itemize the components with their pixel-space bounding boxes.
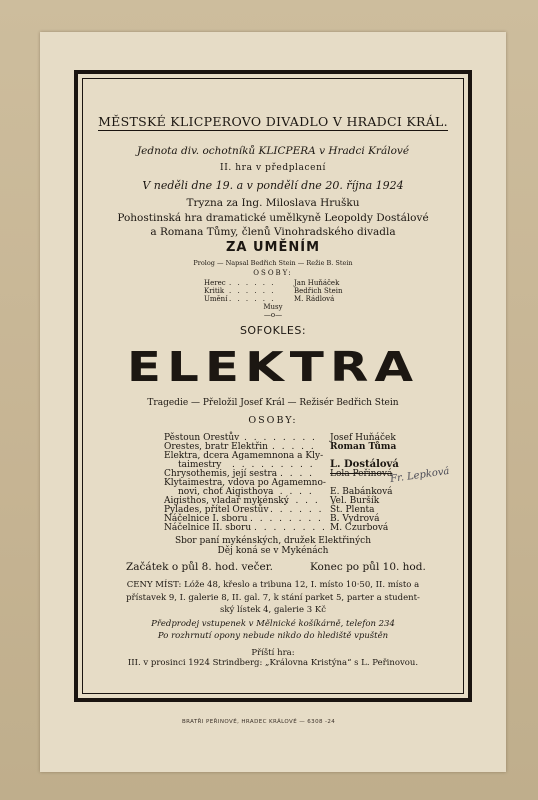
prologue-cast-row: Herec: [204, 279, 226, 287]
presale-notice: Předprodej vstupenek v Mělnické košíkárně, telefon 234: [151, 619, 395, 629]
prologue-cast-row: Kritik: [204, 287, 225, 295]
leader-dots: . . . . . .: [270, 505, 324, 515]
prologue-actor: Jan Huňáček: [294, 279, 340, 287]
cast-actor: Lola Peřinová: [330, 469, 393, 479]
leader-dots: . . . . . . . . .: [232, 460, 315, 470]
leader-dots: . . . . . . . .: [244, 433, 317, 443]
cast-role: Elektra, dcera Agamemnona a Kly-: [164, 451, 324, 461]
leader-dots: . . . . . . . .: [250, 514, 323, 524]
cast-actor: B. Vydrová: [330, 514, 380, 524]
play-osoby: OSOBY:: [248, 415, 298, 426]
pencil-annotation: Fr. Lepková: [389, 465, 451, 486]
prices-line-3: ský lístek 4, galerie 3 Kč: [220, 605, 326, 615]
cast-actor: L. Dostálová: [330, 459, 399, 470]
tribute-line: Tryzna za Ing. Miloslava Hrušku: [186, 197, 360, 209]
cast-role: Aigisthos, vladař mykénský: [164, 496, 289, 506]
cast-actor: E. Babánková: [330, 487, 393, 497]
chorus-line: Sbor paní mykénských, družek Elektřiných: [174, 536, 372, 546]
play-credits: Tragedie — Přeložil Josef Král — Režisér Bedřich Stein: [147, 398, 399, 408]
leader-dots: . . . . . .: [229, 295, 276, 303]
play-author: SOFOKLES:: [239, 324, 307, 337]
end-time: Konec po půl 10. hod.: [310, 561, 426, 573]
curtain-notice: Po rozhrnutí opony nebude nikdo do hlediště vpuštěn: [157, 631, 389, 641]
printer-imprint: BRATŘI PEŘINOVÉ, HRADEC KRÁLOVÉ — 6308 -24: [182, 719, 336, 725]
guest-line-2: a Romana Tůmy, členů Vinohradského divadla: [150, 226, 396, 238]
leader-dots: . . . .: [280, 469, 315, 479]
prices-line-2: přístavek 9, I. galerie 8, II. gal. 7, k stání parket 5, parter a student-: [126, 593, 420, 603]
leader-dots: . . . . .: [276, 496, 320, 506]
leader-dots: . . . . .: [272, 442, 316, 452]
prologue-osoby: OSOBY:: [253, 269, 293, 277]
start-time: Začátek o půl 8. hod. večer.: [126, 561, 273, 573]
society-line: Jednota div. ochotníků KLICPERA v Hradci Králové: [136, 145, 410, 157]
cast-role: taimestry: [178, 460, 222, 470]
prologue-credits: Prolog — Napsal Bedřich Stein — Režie B. Stein: [193, 259, 353, 267]
leader-dots: . . . . .: [270, 487, 314, 497]
prologue-musy: Musy: [263, 303, 283, 311]
prologue-actor: M. Rádlová: [294, 295, 335, 303]
next-play-text: III. v prosinci 1924 Strindberg: „Královna Kristýna“ s L. Peřinovou.: [127, 658, 419, 668]
prologue-cast-row: Umění: [204, 295, 228, 303]
setting-line: Děj koná se v Mykénách: [217, 546, 329, 556]
cast-actor: M. Czurbová: [330, 523, 389, 533]
cast-role: novi, choť Aigisthova: [178, 487, 274, 497]
cast-role: Chrysothemis, její sestra: [164, 469, 278, 479]
cast-role: Náčelnice II. sboru: [164, 523, 252, 533]
cast-actor: Roman Tůma: [330, 442, 397, 452]
leader-dots: . . . . . .: [229, 279, 276, 287]
cast-role: Orestes, bratr Elektřin: [164, 442, 268, 452]
prologue-actor: Bedřich Stein: [294, 287, 343, 295]
cast-actor: Št. Plenta: [330, 505, 375, 515]
cast-actor: Vel. Buršík: [330, 496, 380, 506]
guest-line-1: Pohostinská hra dramatické umělkyně Leopoldy Dostálové: [117, 212, 429, 224]
leader-dots: . . . . . .: [229, 287, 276, 295]
cast-actor: Josef Huňáček: [330, 433, 396, 443]
date-line: V neděli dne 19. a v pondělí dne 20. října 1924: [142, 179, 404, 192]
divider-ornament: —o—: [263, 311, 283, 319]
cast-role: Náčelnice I. sboru: [164, 514, 248, 524]
cast-role: Pylades, přítel Orestův: [164, 505, 269, 515]
season-line: II. hra v předplacení: [220, 163, 326, 173]
leader-dots: . . . . . . . .: [254, 523, 327, 533]
theatre-name: MĚSTSKÉ KLICPEROVO DIVADLO V HRADCI KRÁL.: [98, 114, 448, 129]
next-play-label: Příští hra:: [251, 648, 295, 658]
cast-role: Klytaimestra, vdova po Agamemno-: [164, 478, 326, 488]
cast-role: Pěstoun Orestův: [164, 433, 240, 443]
prices-line-1: CENY MÍST: Lóže 48, křeslo a tribuna 12, I. místo 10·50, II. místo a: [126, 580, 420, 590]
prologue-title: ZA UMĚNÍM: [225, 240, 321, 255]
play-title: ELEKTRA: [126, 343, 420, 391]
